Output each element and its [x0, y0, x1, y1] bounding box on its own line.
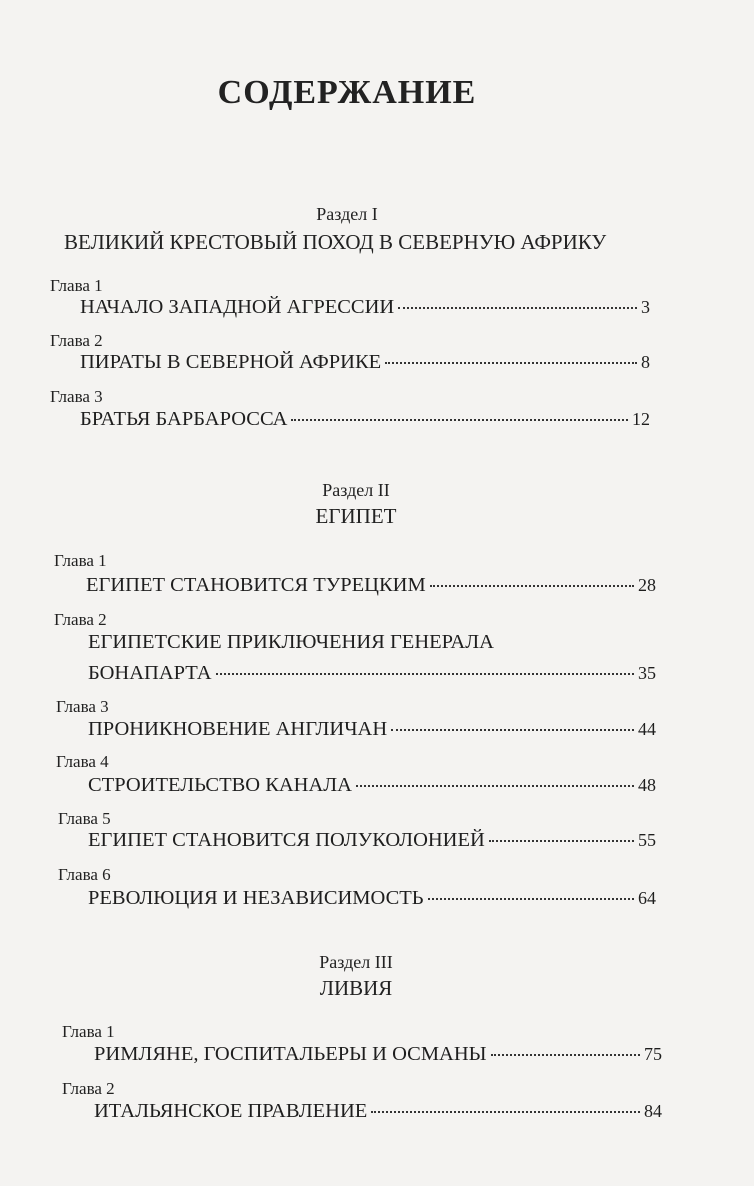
- page-number: 75: [644, 1044, 662, 1064]
- chapter-title: БРАТЬЯ БАРБАРОССА: [80, 408, 288, 430]
- dot-leader: [398, 307, 637, 309]
- page-number: 3: [641, 297, 650, 317]
- chapter-title: ЕГИПЕТ СТАНОВИТСЯ ПОЛУКОЛОНИЕЙ: [88, 829, 485, 851]
- chapter-label: Глава 2: [50, 331, 103, 350]
- toc-entry[interactable]: [80, 351, 650, 374]
- chapter-title: СТРОИТЕЛЬСТВО КАНАЛА: [88, 774, 352, 796]
- chapter-title-line1: ЕГИПЕТСКИЕ ПРИКЛЮЧЕНИЯ ГЕНЕРАЛА: [88, 631, 494, 653]
- dot-leader: [291, 419, 628, 421]
- page-number: 55: [638, 830, 656, 850]
- chapter-title: БОНАПАРТА: [88, 662, 212, 684]
- dot-leader: [489, 840, 634, 842]
- section-1-label: Раздел I: [316, 204, 378, 224]
- section-2-title: ЕГИПЕТ: [315, 504, 397, 528]
- chapter-label: Глава 1: [50, 276, 103, 295]
- section-3-label: Раздел III: [319, 952, 393, 972]
- toc-entry[interactable]: [80, 296, 650, 319]
- chapter-label: Глава 1: [62, 1022, 115, 1041]
- dot-leader: [428, 898, 634, 900]
- dot-leader: [391, 729, 634, 731]
- chapter-label: Глава 6: [58, 865, 111, 884]
- chapter-label: Глава 4: [56, 752, 109, 771]
- page-title: СОДЕРЖАНИЕ: [217, 74, 477, 111]
- chapter-title: ЕГИПЕТ СТАНОВИТСЯ ТУРЕЦКИМ: [86, 574, 426, 596]
- toc-entry[interactable]: [94, 1043, 662, 1066]
- chapter-title: ПРОНИКНОВЕНИЕ АНГЛИЧАН: [88, 718, 388, 740]
- page-number: 12: [632, 409, 650, 429]
- section-2-label: Раздел II: [322, 480, 390, 500]
- dot-leader: [385, 362, 637, 364]
- toc-entry[interactable]: [86, 574, 656, 597]
- toc-entry[interactable]: [88, 662, 656, 685]
- toc-entry[interactable]: [88, 718, 656, 741]
- chapter-label: Глава 3: [56, 697, 109, 716]
- page-number: 44: [638, 719, 656, 739]
- page-number: 8: [641, 352, 650, 372]
- chapter-label: Глава 5: [58, 809, 111, 828]
- chapter-label: Глава 3: [50, 387, 103, 406]
- toc-entry[interactable]: [88, 774, 656, 797]
- toc-entry[interactable]: [94, 1100, 662, 1123]
- page-number: 64: [638, 888, 656, 908]
- chapter-title: ПИРАТЫ В СЕВЕРНОЙ АФРИКЕ: [80, 351, 382, 373]
- section-3-title: ЛИВИЯ: [319, 976, 393, 1000]
- chapter-title: НАЧАЛО ЗАПАДНОЙ АГРЕССИИ: [80, 296, 395, 318]
- dot-leader: [356, 785, 634, 787]
- chapter-label: Глава 2: [62, 1079, 115, 1098]
- dot-leader: [491, 1054, 640, 1056]
- toc-entry[interactable]: [88, 829, 656, 852]
- chapter-title: ИТАЛЬЯНСКОЕ ПРАВЛЕНИЕ: [94, 1100, 368, 1122]
- section-1-title: ВЕЛИКИЙ КРЕСТОВЫЙ ПОХОД В СЕВЕРНУЮ АФРИКУ: [64, 230, 607, 254]
- chapter-title: РЕВОЛЮЦИЯ И НЕЗАВИСИМОСТЬ: [88, 887, 424, 909]
- chapter-title: РИМЛЯНЕ, ГОСПИТАЛЬЕРЫ И ОСМАНЫ: [94, 1043, 487, 1065]
- page-number: 35: [638, 663, 656, 683]
- page-number: 28: [638, 575, 656, 595]
- toc-entry[interactable]: [80, 408, 650, 431]
- page-number: 84: [644, 1101, 662, 1121]
- page-number: 48: [638, 775, 656, 795]
- toc-entry[interactable]: [88, 887, 656, 910]
- dot-leader: [371, 1111, 640, 1113]
- dot-leader: [430, 585, 634, 587]
- dot-leader: [216, 673, 634, 675]
- chapter-label: Глава 2: [54, 610, 107, 629]
- chapter-label: Глава 1: [54, 551, 107, 570]
